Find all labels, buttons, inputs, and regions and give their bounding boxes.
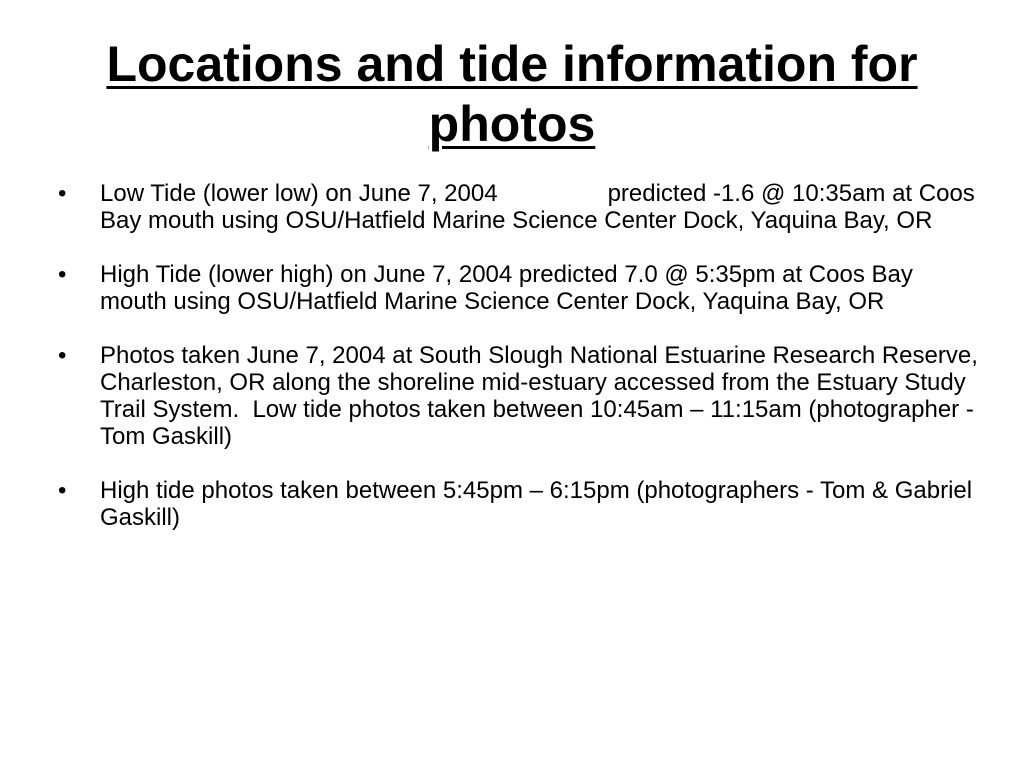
bullet-marker-icon: • (58, 180, 67, 207)
bullet-item-photos-taken (58, 342, 985, 450)
high-tide-photos-text: High tide photos taken between 5:45pm – 6:15pm (photographers - Tom & Gabriel Gaskill) (100, 477, 973, 531)
low-tide-trail-text: predicted -1.6 @ 10:35am at Coos Bay mouth using OSU/Hatfield Marine Science Center Dock, Yaquina Bay, OR (100, 180, 975, 234)
high-tide-text: High Tide (lower high) on June 7, 2004 predicted 7.0 @ 5:35pm at Coos Bay mouth using OSU/Hatfield Marine Science Center Dock, Yaquina Bay, OR (100, 261, 913, 315)
bullet-item-high-tide (58, 261, 978, 315)
bullet-marker-icon: • (58, 342, 67, 369)
bullet-item-low-tide (58, 180, 978, 234)
bullet-item-high-tide-photos (58, 477, 978, 531)
bullet-marker-icon: • (58, 477, 67, 504)
low-tide-lead-text: Low Tide (lower low) on June 7, 2004 (100, 180, 498, 207)
bullet-list (58, 180, 985, 531)
photos-taken-text: Photos taken June 7, 2004 at South Slough National Estuarine Research Reserve, Charleston, OR along the shoreline mid-estuary accessed from the Estuary Study Trail System. Low tide photos taken between 10:45am – 11:15am (photographer - Tom Gaskill) (100, 342, 985, 450)
bullet-marker-icon: • (58, 261, 67, 288)
slide-title: Locations and tide information for photos (106, 36, 918, 152)
